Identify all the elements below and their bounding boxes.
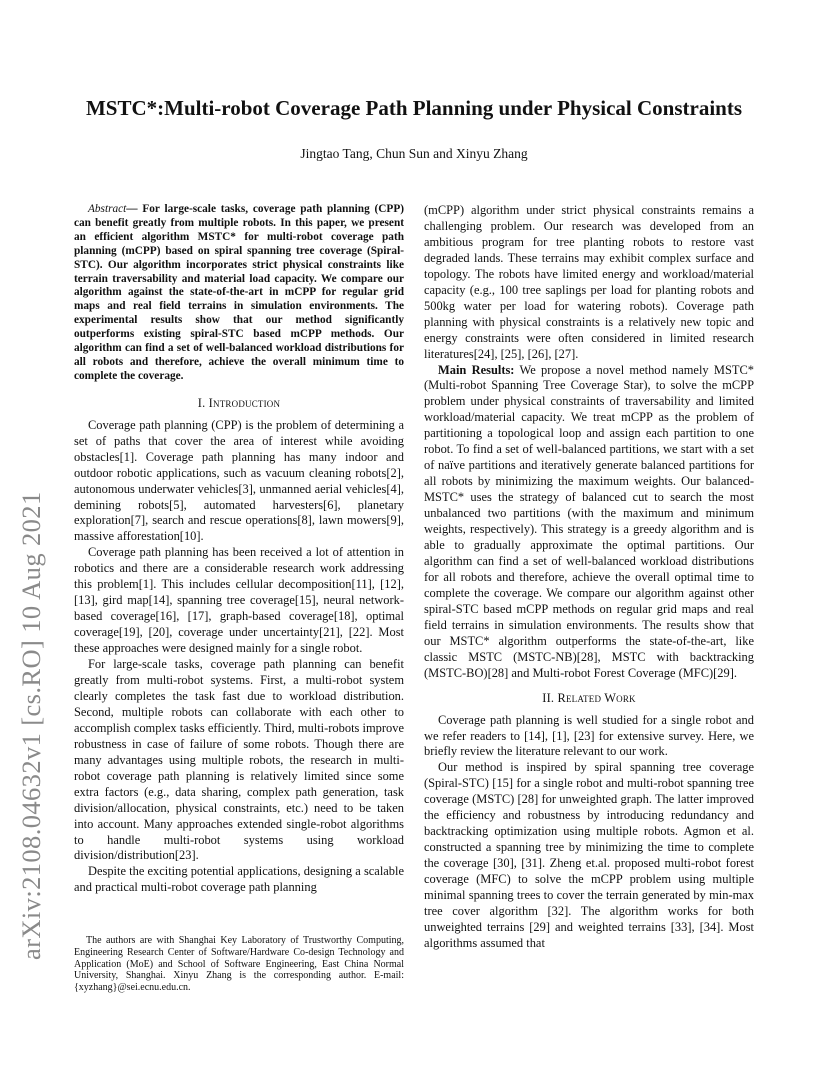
- affiliation-footnote: [74, 935, 404, 994]
- paragraph: For large-scale tasks, coverage path planning can benefit greatly from multi-robot systems. First, a multi-robot system clearly completes the task fast due to workload distribution. Second, multiple robots can collaborate with each other to accomplish complex tasks efficiently. Third, multi-robots improve robustness in case of failure of some robots. Though there are many advantages using multiple robots, the research in multi-robot coverage path planning is relatively limited since some extra factors (e.g., data sharing, complex path generation, task division/allocation, physical constraints, etc.) need to be taken into account. Many approaches extended single-robot algorithms to handle multi-robot systems using workload division/distribution[23].: [74, 657, 404, 863]
- arxiv-identifier: arXiv:2108.04632v1 [cs.RO] 10 Aug 2021: [16, 491, 46, 960]
- paragraph-text: We propose a novel method namely MSTC* (Multi-robot Spanning Tree Coverage Star), to solve the mCPP problem under physical constraints of traversability and limited workload/material capacity. We treat mCPP as the problem of partitioning a topological loop and assign each partition to one robot. To find a set of well-balanced partitions, we start with a set of naïve partitions and iteratively generate balanced partitions for all robots by minimizing the maximum weights. Our balanced-MSTC* uses the strategy of balanced cut to search the most unbalanced two partitions (with the maximum and minimum weights, respectively). This strategy is a greedy algorithm and is able to gradually approximate the optimal partitions. Our algorithm can find a set of well-balanced workload distributions for all robots and therefore, achieve the overall optimal time to complete the coverage. We compare our algorithm against other spiral-STC based mCPP methods on regular grid maps and real field terrains in simulation environments. The results show that our MSTC* algorithm outperforms the state-of-the-art, like classic MSTC (MSTC-NB)[28], MSTC with backtracking (MSTC-BO)[28] and Multi-robot Forest Coverage (MFC)[29].: [424, 362, 754, 680]
- paragraph-main-results: [424, 363, 754, 682]
- left-column: [74, 203, 404, 896]
- paragraph: Coverage path planning is well studied for a single robot and we refer readers to [14], [1], [23] for extensive survey. Here, we briefly review the literature relevant to our work.: [424, 712, 754, 759]
- right-column: [424, 203, 754, 952]
- paper-title: MSTC*:Multi-robot Coverage Path Planning under Physical Constraints: [85, 96, 743, 120]
- abstract-text: — For large-scale tasks, coverage path planning (CPP) can benefit greatly from multiple robots. In this paper, we present an efficient algorithm MSTC* for multi-robot coverage path planning (mCPP) based on spiral spanning tree coverage (Spiral-STC). Our algorithm incorporates strict physical constraints like terrain traversability and material load capacity. We compare our algorithm against the state-of-the-art in mCPP for regular grid maps and real field terrains in simulation environments. The experimental results show that our method significantly outperforms existing spiral-STC based mCPP methods. Our algorithm can find a set of well-balanced workload distributions for all robots and therefore, achieve the overall minimum time to complete the coverage.: [74, 203, 404, 382]
- paragraph: Despite the exciting potential applications, designing a scalable and practical multi-robot coverage path planning: [74, 864, 404, 895]
- section-heading-introduction: I. Introduction: [197, 395, 281, 410]
- author-list: Jingtao Tang, Chun Sun and Xinyu Zhang: [300, 146, 528, 161]
- abstract: [74, 203, 404, 384]
- paragraph: Coverage path planning has been received a lot of attention in robotics and there are a considerable research work addressing this problem[1]. This includes cellular decomposition[11], [12], [13], gird map[14], spanning tree coverage[15], neural network-based coverage[16], [17], graph-based coverage[18], optimal coverage[19], [20], coverage under uncertainty[21], [22]. Most these approaches were designed mainly for a single robot.: [74, 545, 404, 656]
- footnote-text: The authors are with Shanghai Key Laboratory of Trustworthy Computing, Engineering Research Center of Software/Hardware Co-design Technology and Application (MoE) and School of Software Engineering, East China Normal University, Shanghai. Xinyu Zhang is the corresponding author. E-mail: {xyzhang}@sei.ecnu.edu.cn.: [74, 935, 404, 994]
- abstract-label: Abstract: [88, 203, 127, 215]
- paragraph: (mCPP) algorithm under strict physical constraints remains a challenging problem. Our research was developed from an ambitious program for tree planting robots to restore vast degraded lands. These terrains may exhibit complex surface and topology. The robots have limited energy and workload/material capacity (e.g., 100 tree saplings per load for planting robots and 500kg water per load for watering robots). Coverage path planning with physical constraints is a relatively new topic and energy constraints were often considered in limited research literatures[24], [25], [26], [27].: [424, 203, 754, 361]
- run-in-heading: Main Results:: [438, 362, 515, 377]
- section-heading-related-work: II. Related Work: [542, 690, 636, 705]
- paragraph: Our method is inspired by spiral spanning tree coverage (Spiral-STC) [15] for a single robot and multi-robot spanning tree coverage (MSTC) [28] for unweighted graph. The latter improved the efficiency and robustness by introducing redundancy and backtracking optimization using multiple robots. Agmon et al. constructed a spanning tree by minimizing the time to complete the coverage [30], [31]. Zheng et.al. proposed multi-robot forest coverage (MFC) to solve the mCPP problem using multiple minimal spanning trees to cover the terrain generated by min-max tree cover algorithm [32]. The algorithm works for both unweighted terrains [29] and weighted terrains [33], [34]. Most algorithms assumed that: [424, 760, 754, 950]
- paragraph: Coverage path planning (CPP) is the problem of determining a set of paths that cover the area of interest while avoiding obstacles[1]. Coverage path planning has many indoor and outdoor robotic applications, such as vacuum cleaning robots[2], autonomous underwater vehicles[3], unmanned aerial vehicles[4], demining robots[5], automated harvesters[6], planetary exploration[7], search and rescue operations[8], lawn mowers[9], massive afforestation[10].: [74, 417, 404, 544]
